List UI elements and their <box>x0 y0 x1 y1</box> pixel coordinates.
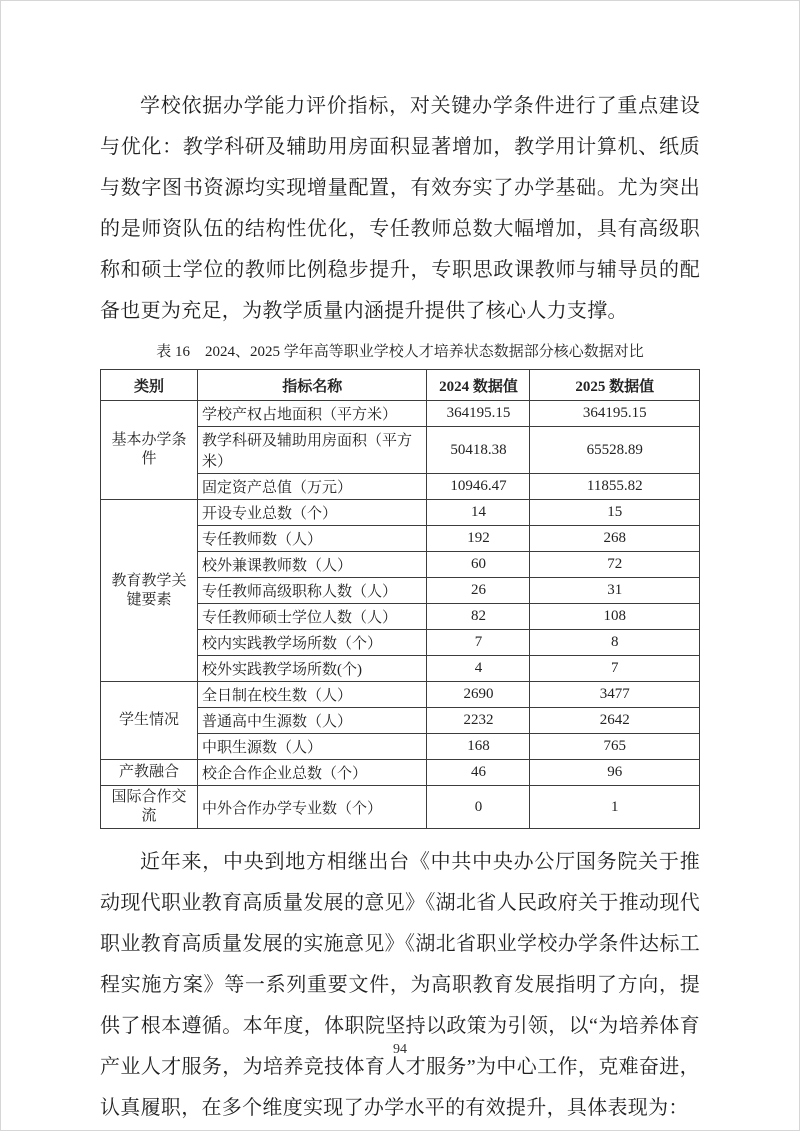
table-row <box>101 401 700 427</box>
value-2025-cell: 15 <box>530 500 700 526</box>
value-2025-cell: 765 <box>530 734 700 760</box>
header-category: 类别 <box>101 370 198 401</box>
page-number: 94 <box>393 1042 407 1057</box>
table-row <box>101 786 700 829</box>
indicator-cell: 全日制在校生数（人） <box>198 682 427 708</box>
value-2024-cell: 0 <box>427 786 530 829</box>
table-caption: 表 16 2024、2025 学年高等职业学校人才培养状态数据部分核心数据对比 <box>156 344 644 360</box>
value-2025-cell: 11855.82 <box>530 474 700 500</box>
value-2024-cell: 2232 <box>427 708 530 734</box>
value-2024-cell: 364195.15 <box>427 401 530 427</box>
indicator-cell: 教学科研及辅助用房面积（平方米） <box>198 427 427 474</box>
value-2025-cell: 364195.15 <box>530 401 700 427</box>
value-2025-cell: 268 <box>530 526 700 552</box>
value-2024-cell: 10946.47 <box>427 474 530 500</box>
header-2025: 2025 数据值 <box>530 370 700 401</box>
table-body <box>101 401 700 829</box>
value-2025-cell: 8 <box>530 630 700 656</box>
indicator-cell: 校内实践教学场所数（个） <box>198 630 427 656</box>
value-2025-cell: 1 <box>530 786 700 829</box>
page-content <box>100 86 700 1129</box>
value-2024-cell: 192 <box>427 526 530 552</box>
table-row <box>101 760 700 786</box>
value-2024-cell: 26 <box>427 578 530 604</box>
value-2025-cell: 96 <box>530 760 700 786</box>
category-cell: 教育教学关键要素 <box>101 500 198 682</box>
value-2025-cell: 72 <box>530 552 700 578</box>
value-2025-cell: 2642 <box>530 708 700 734</box>
category-cell: 学生情况 <box>101 682 198 760</box>
data-table <box>100 369 700 829</box>
indicator-cell: 校外实践教学场所数(个) <box>198 656 427 682</box>
indicator-cell: 专任教师硕士学位人数（人） <box>198 604 427 630</box>
indicator-cell: 普通高中生源数（人） <box>198 708 427 734</box>
value-2025-cell: 108 <box>530 604 700 630</box>
table-header-row <box>101 370 700 401</box>
indicator-cell: 中外合作办学专业数（个） <box>198 786 427 829</box>
indicator-cell: 中职生源数（人） <box>198 734 427 760</box>
indicator-cell: 固定资产总值（万元） <box>198 474 427 500</box>
table-row <box>101 682 700 708</box>
value-2024-cell: 4 <box>427 656 530 682</box>
value-2024-cell: 46 <box>427 760 530 786</box>
indicator-cell: 专任教师数（人） <box>198 526 427 552</box>
body-paragraph-2: 近年来，中央到地方相继出台《中共中央办公厅国务院关于推动现代职业教育高质量发展的意见》《湖北省人民政府关于推动现代职业教育高质量发展的实施意见》《湖北省职业学校办学条件达标工程实施方案》等一系列重要文件，为高职教育发展指明了方向，提供了根本遵循。本年度，体职院坚持以政策为引领，以“为培养体育产业人才服务，为培养竞技体育人才服务”为中心工作，克难奋进，认真履职，在多个维度实现了办学水平的有效提升，具体表现为： <box>100 851 700 1119</box>
value-2024-cell: 50418.38 <box>427 427 530 474</box>
indicator-cell: 校企合作企业总数（个） <box>198 760 427 786</box>
category-cell: 基本办学条件 <box>101 401 198 500</box>
value-2024-cell: 14 <box>427 500 530 526</box>
value-2025-cell: 7 <box>530 656 700 682</box>
value-2024-cell: 7 <box>427 630 530 656</box>
value-2024-cell: 60 <box>427 552 530 578</box>
body-paragraph-1: 学校依据办学能力评价指标，对关键办学条件进行了重点建设与优化：教学科研及辅助用房面积显著增加，教学用计算机、纸质与数字图书资源均实现增量配置，有效夯实了办学基础。尤为突出的是师资队伍的结构性优化，专任教师总数大幅增加，具有高级职称和硕士学位的教师比例稳步提升，专职思政课教师与辅导员的配备也更为充足，为教学质量内涵提升提供了核心人力支撑。 <box>100 95 700 322</box>
header-2024: 2024 数据值 <box>427 370 530 401</box>
value-2025-cell: 3477 <box>530 682 700 708</box>
category-cell: 产教融合 <box>101 760 198 786</box>
value-2024-cell: 168 <box>427 734 530 760</box>
header-indicator: 指标名称 <box>198 370 427 401</box>
value-2024-cell: 82 <box>427 604 530 630</box>
table-row <box>101 500 700 526</box>
indicator-cell: 开设专业总数（个） <box>198 500 427 526</box>
indicator-cell: 学校产权占地面积（平方米） <box>198 401 427 427</box>
indicator-cell: 校外兼课教师数（人） <box>198 552 427 578</box>
value-2025-cell: 31 <box>530 578 700 604</box>
indicator-cell: 专任教师高级职称人数（人） <box>198 578 427 604</box>
value-2024-cell: 2690 <box>427 682 530 708</box>
value-2025-cell: 65528.89 <box>530 427 700 474</box>
category-cell: 国际合作交流 <box>101 786 198 829</box>
